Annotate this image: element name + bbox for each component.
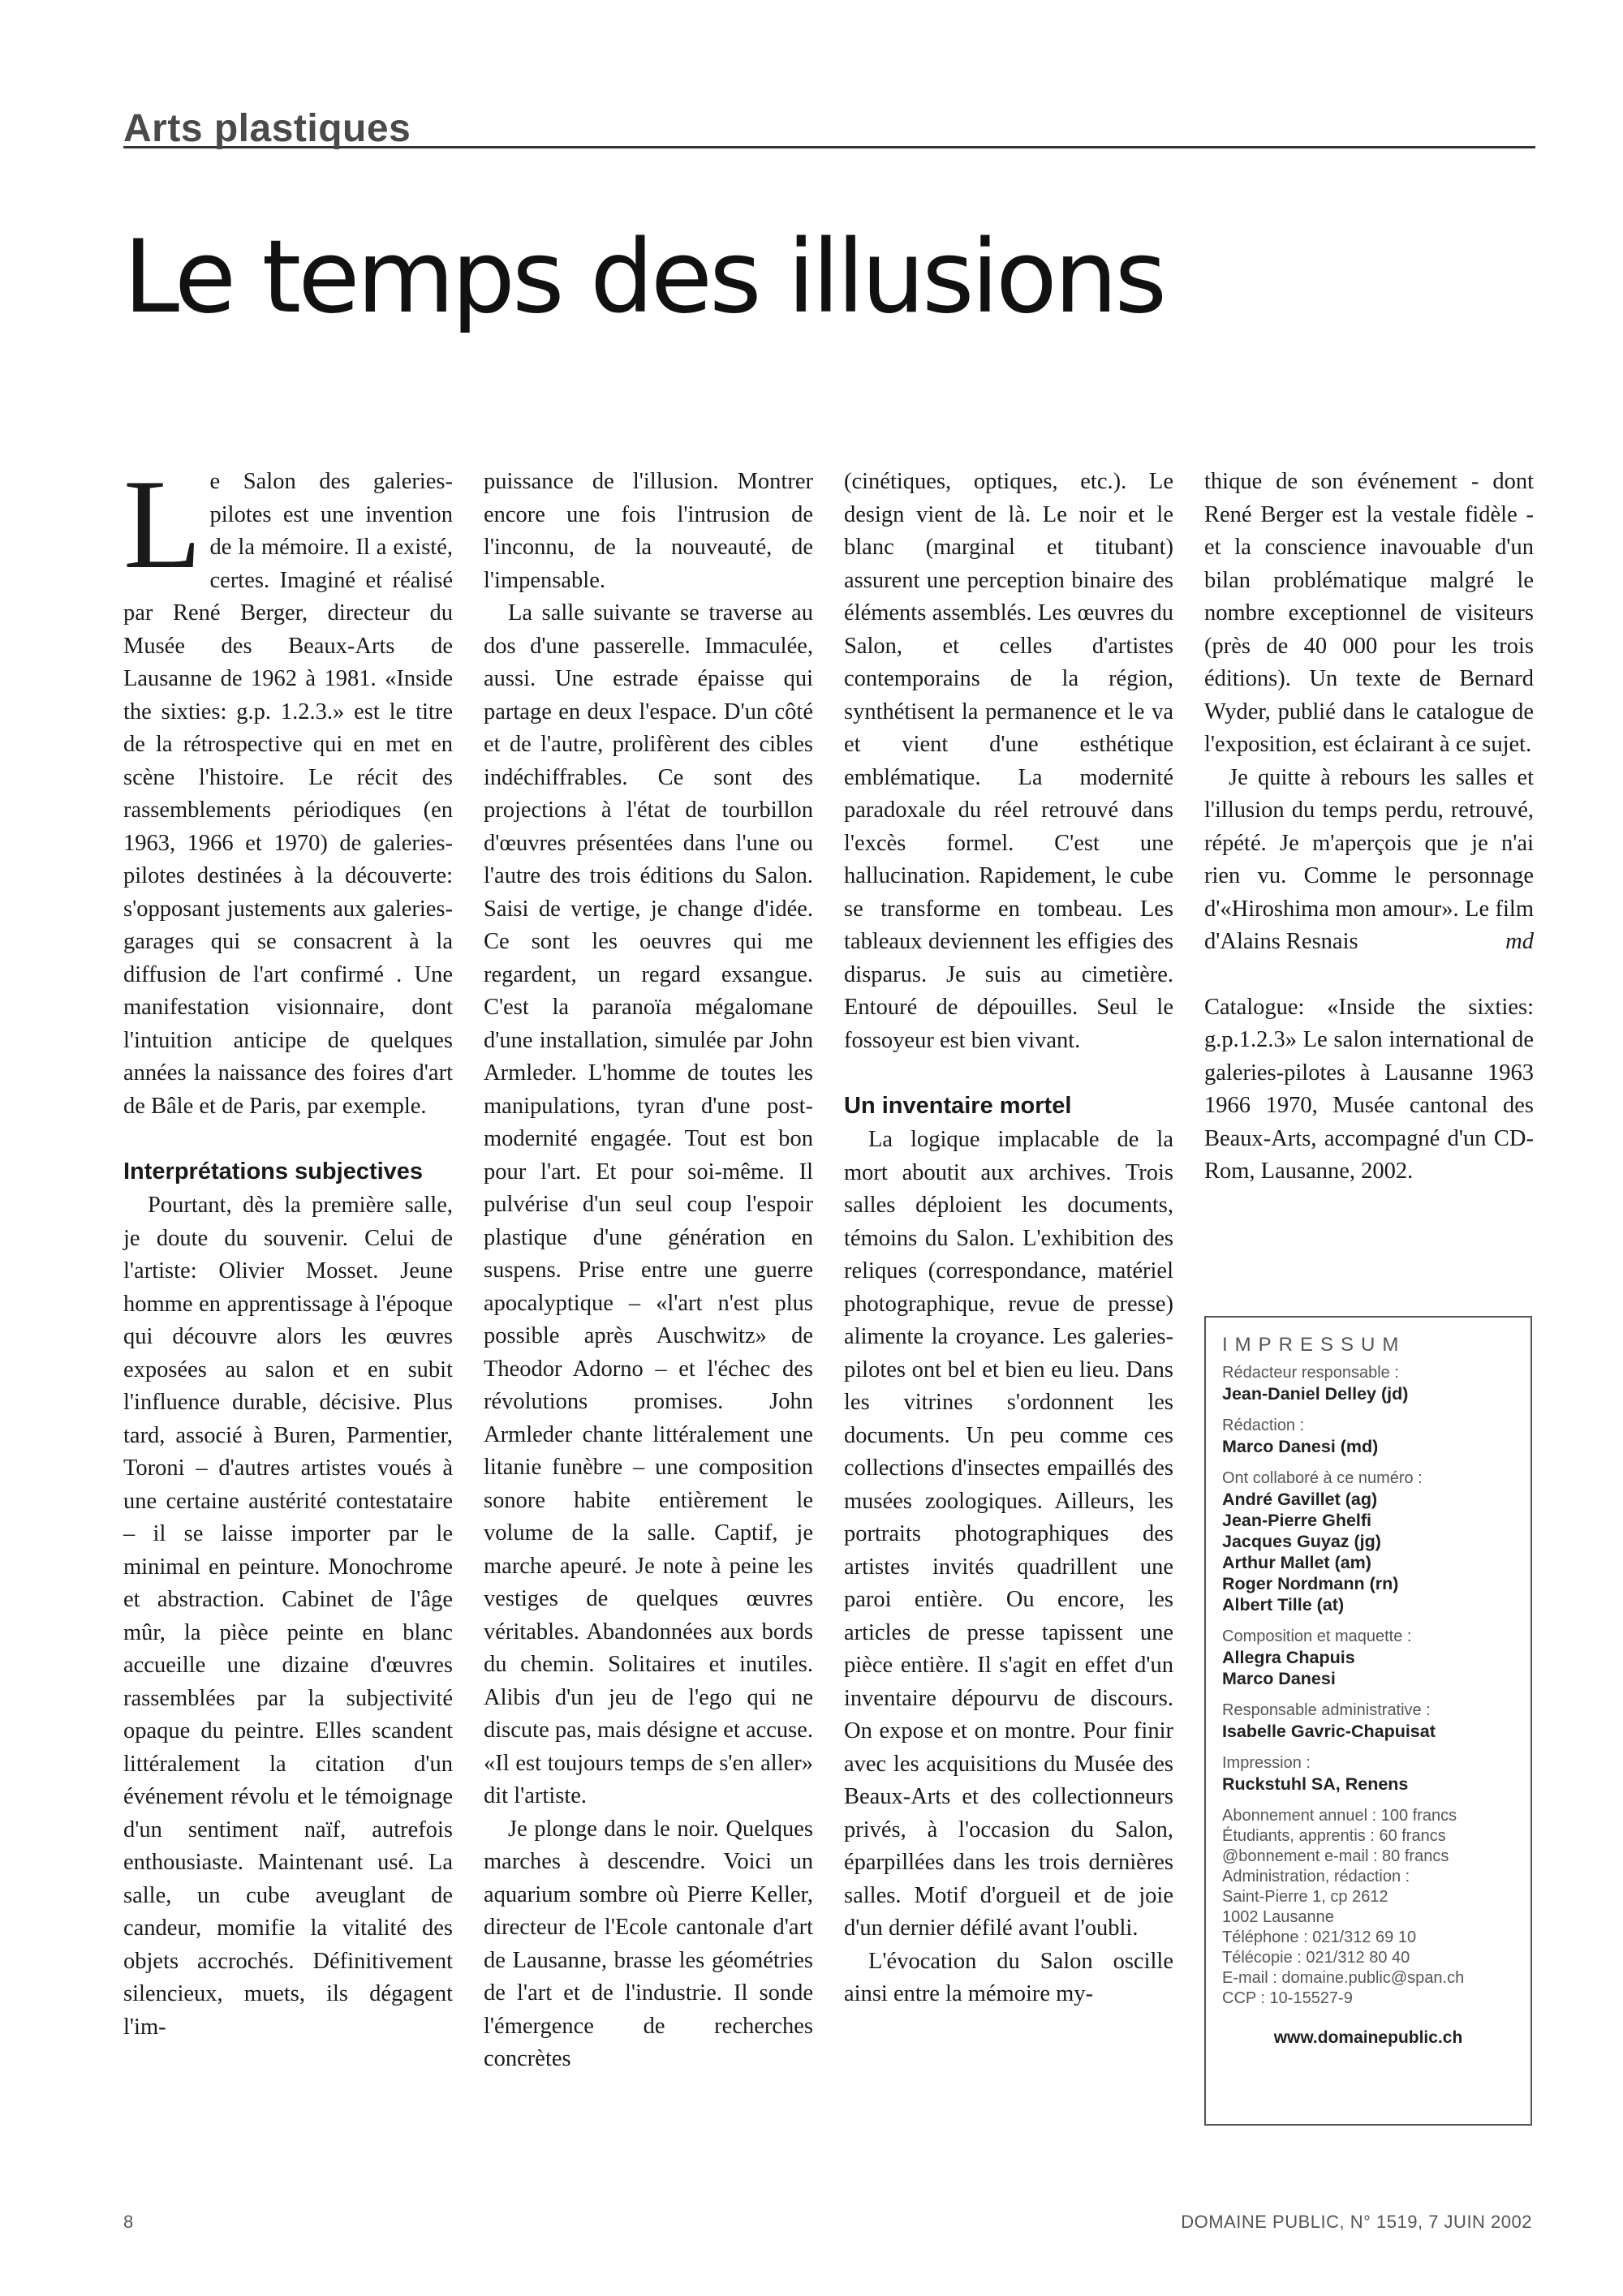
- article-column-2: [484, 466, 813, 2076]
- subheading-inventaire: Un inventaire mortel: [844, 1093, 1072, 1119]
- article-paragraph: La salle suivante se traverse au dos d'une passerelle. Immaculée, aussi. Une estrade épaisse qui partage en deux l'espace. D'un côté et de l'autre, prolifèrent des cibles indéchiffrables. Ce sont des projections à l'état de tourbillon d'œuvres présentées dans l'une ou l'autre des trois éditions du Salon. Saisi de vertige, je change d'idée. Ce sont les oeuvres qui me regardent, un regard exsangue. C'est la paranoïa mégalomane d'une installation, simulée par John Armleder. L'homme de toutes les manipulations, tyran d'une post-modernité engagée. Tout est bon pour l'art. Et pour soi-même. Il pulvérise d'un seul coup l'espoir plastique d'une génération en suspens. Prise entre une guerre apocalyptique – «l'art n'est plus possible après Auschwitz» de Theodor Adorno – et l'échec des révolutions promises. John Armleder chante littéralement une litanie funèbre – une composition sonore habite entièrement le volume de la salle. Captif, je marche apeuré. Je note à peine les vestiges de quelques œuvres véritables. Abandonnées aux bords du chemin. Solitaires et inutiles. Alibis d'un jeu de l'ego qui ne discute pas, mais désigne et accuse. «Il est toujours temps de s'en aller» dit l'artiste.: [484, 600, 813, 1808]
- impressum-info-line: Abonnement annuel : 100 francs: [1222, 1807, 1457, 1825]
- impressum-name: Jean-Pierre Ghelfi: [1222, 1511, 1372, 1530]
- catalogue-note: Catalogue: «Inside the sixties: g.p.1.2.3» Le salon international de galeries-pilotes à Lausanne 1963 1966 1970, Musée cantonal des Beaux-Arts, accompagné d'un CD-Rom, Lausanne, 2002.: [1204, 994, 1534, 1184]
- article-paragraph: La logique implacable de la mort aboutit aux archives. Trois salles déploient les documents, témoins du Salon. L'exhibition des reliques (correspondance, matériel photographique, revue de presse) alimente la croyance. Les galeries-pilotes ont bel et bien eu lieu. Dans les vitrines s'ordonnent les documents. Un peu comme ces collections d'insectes empaillés des musées zoologiques. Ailleurs, les portraits photographiques des artistes invités quadrillent une paroi entière. Ou encore, les articles de presse tapissent une pièce entière. Il s'agit en effet d'un inventaire dépourvu de discours. On expose et on montre. Pour finir avec les acquisitions du Musée des Beaux-Arts et des collectionneurs privés, à l'occasion du Salon, éparpillées dans les trois dernières salles. Motif d'orgueil et de joie d'un dernier défilé avant l'oubli.: [844, 1127, 1173, 1941]
- impressum-label: Ont collaboré à ce numéro :: [1222, 1469, 1423, 1487]
- impressum-block: [1222, 1468, 1514, 1615]
- impressum-name: Arthur Mallet (am): [1222, 1553, 1371, 1572]
- impressum-label: Responsable administrative :: [1222, 1701, 1431, 1719]
- paragraph-text: e Salon des galeries-pilotes est une invention de la mémoire. Il a existé, certes. Imaginé et réalisé par René Berger, directeur du Musée des Beaux-Arts de Lausanne de 1962 à 1981. «Inside the sixties: g.p. 1.2.3.» est le titre de la rétrospective qui en met en scène l'histoire. Le récit des rassemblements périodiques (en 1963, 1966 et 1970) de galeries-pilotes destinées à la découverte: s'opposant justements aux galeries-garages qui se consacrent à la diffusion de l'art confirmé . Une manifestation visionnaire, dont l'intuition anticipe de quelques années la naissance des foires d'art de Bâle et de Paris, par exemple.: [123, 469, 453, 1119]
- impressum-block: [1222, 1363, 1514, 1404]
- impressum-label: Rédacteur responsable :: [1222, 1364, 1399, 1382]
- impressum-info: [1222, 1806, 1514, 2009]
- impressum-info-line: 1002 Lausanne: [1222, 1908, 1334, 1926]
- impressum-name: Marco Danesi (md): [1222, 1437, 1379, 1456]
- impressum-title: IMPRESSUM: [1222, 1334, 1406, 1356]
- subheading-interpretations: Interprétations subjectives: [123, 1159, 424, 1185]
- article-column-1: [123, 454, 453, 2044]
- paragraph-text: Je quitte à rebours les salles et l'illusion du temps perdu, retrouvé, répété. Je m'aperçois que je n'ai rien vu. Comme le personnage d'«Hiroshima mon amour». Le film d'Alains Resnais: [1204, 764, 1534, 954]
- impressum-name: Jacques Guyaz (jg): [1222, 1532, 1381, 1551]
- impressum-label: Impression :: [1222, 1754, 1311, 1772]
- impressum-name: Marco Danesi: [1222, 1669, 1336, 1688]
- article-column-3: [844, 466, 1173, 2011]
- section-title: Arts plastiques: [123, 107, 411, 150]
- impressum-info-line: CCP : 10-15527-9: [1222, 1989, 1353, 2007]
- impressum-info-line: Télécopie : 021/312 80 40: [1222, 1949, 1410, 1967]
- impressum-name: Roger Nordmann (rn): [1222, 1574, 1399, 1593]
- article-paragraph: L'évocation du Salon oscille ainsi entre la mémoire my-: [844, 1948, 1173, 2006]
- article-paragraph: Je plonge dans le noir. Quelques marches à descendre. Voici un aquarium sombre où Pierre Keller, directeur de l'Ecole cantonale d'art de Lausanne, brasse les géométries de l'art et de l'industrie. Il sonde l'émergence de recherches concrètes: [484, 1816, 813, 2071]
- impressum-block: [1222, 1627, 1514, 1689]
- website-link[interactable]: www.domainepublic.ch: [1273, 2028, 1463, 2047]
- impressum-block: [1222, 1416, 1514, 1457]
- impressum-info-line: Téléphone : 021/312 69 10: [1222, 1928, 1417, 1946]
- article-paragraph: [1204, 762, 1534, 959]
- author-signature: md: [1505, 929, 1534, 954]
- article-paragraph: puissance de l'illusion. Montrer encore une fois l'intrusion de l'inconnu, de la nouveauté, de l'impensable.: [484, 469, 813, 593]
- impressum-info-line: Saint-Pierre 1, cp 2612: [1222, 1888, 1388, 1906]
- section-header: [123, 104, 1535, 148]
- impressum-info-line: Administration, rédaction :: [1222, 1868, 1410, 1885]
- impressum-name: Albert Tille (at): [1222, 1595, 1345, 1615]
- article-column-4: [1204, 466, 1534, 1189]
- spacer: [1204, 959, 1534, 991]
- article-paragraph: Pourtant, dès la première salle, je doute du souvenir. Celui de l'artiste: Olivier Mosset. Jeune homme en apprentissage à l'époque qui découvre alors les œuvres exposées au salon et en subit l'influence durable, décisive. Plus tard, associé à Buren, Parmentier, Toroni – d'autres artistes voués à une certaine austérité contestataire – il se laisse importer par le minimal en peinture. Monochrome et abstraction. Cabinet de l'âge mûr, la pièce peinte en blanc accueille une dizaine d'œuvres rassemblées par la subjectivité opaque du peintre. Elles scandent littéralement la citation d'un événement révolu et le témoignage d'un sentiment naïf, autrefois enthousiaste. Maintenant usé. La salle, un cube aveuglant de candeur, momifie la vitalité des objets accrochés. Définitivement silencieux, muets, ils dégagent l'im-: [123, 1193, 453, 2040]
- article-paragraph: thique de son événement - dont René Berger est la vestale fidèle - et la conscience inavouable d'un bilan problématique malgré le nombre exceptionnel de visiteurs (près de 40 000 pour les trois éditions). Un texte de Bernard Wyder, publié dans le catalogue de l'exposition, est éclairant à ce sujet.: [1204, 469, 1534, 757]
- impressum-box: [1204, 1316, 1532, 2126]
- impressum-info-line: Étudiants, apprentis : 60 francs: [1222, 1827, 1446, 1845]
- impressum-name: Isabelle Gavric-Chapuisat: [1222, 1722, 1436, 1741]
- page-number: 8: [123, 2212, 134, 2232]
- impressum-block: [1222, 1753, 1514, 1795]
- impressum-name: Jean-Daniel Delley (jd): [1222, 1384, 1409, 1404]
- impressum-info-line: E-mail : domaine.public@span.ch: [1222, 1969, 1465, 1987]
- drop-cap: L: [123, 454, 202, 595]
- impressum-block: [1222, 1701, 1514, 1742]
- impressum-info-line: @bonnement e-mail : 80 francs: [1222, 1847, 1449, 1865]
- impressum-name: Allegra Chapuis: [1222, 1648, 1355, 1667]
- article-title: Le temps des illusions: [123, 219, 1165, 336]
- impressum-name: Ruckstuhl SA, Renens: [1222, 1774, 1409, 1794]
- impressum-label: Rédaction :: [1222, 1417, 1305, 1434]
- impressum-name: André Gavillet (ag): [1222, 1490, 1378, 1509]
- article-paragraph: [123, 454, 453, 1123]
- article-paragraph: (cinétiques, optiques, etc.). Le design vient de là. Le noir et le blanc (marginal et titubant) assurent une perception binaire des éléments assemblés. Les œuvres du Salon, et celles d'artistes contemporains de la région, synthétisent la permanence et le va et vient d'une esthétique emblématique. La modernité paradoxale du réel retrouvé dans l'excès formel. C'est une hallucination. Rapidement, le cube se transforme en tombeau. Les tableaux deviennent les effigies des disparus. Je suis au cimetière. Entouré de dépouilles. Seul le fossoyeur est bien vivant.: [844, 469, 1173, 1053]
- journal-info: DOMAINE PUBLIC, N° 1519, 7 JUIN 2002: [1181, 2212, 1532, 2232]
- impressum-label: Composition et maquette :: [1222, 1627, 1412, 1645]
